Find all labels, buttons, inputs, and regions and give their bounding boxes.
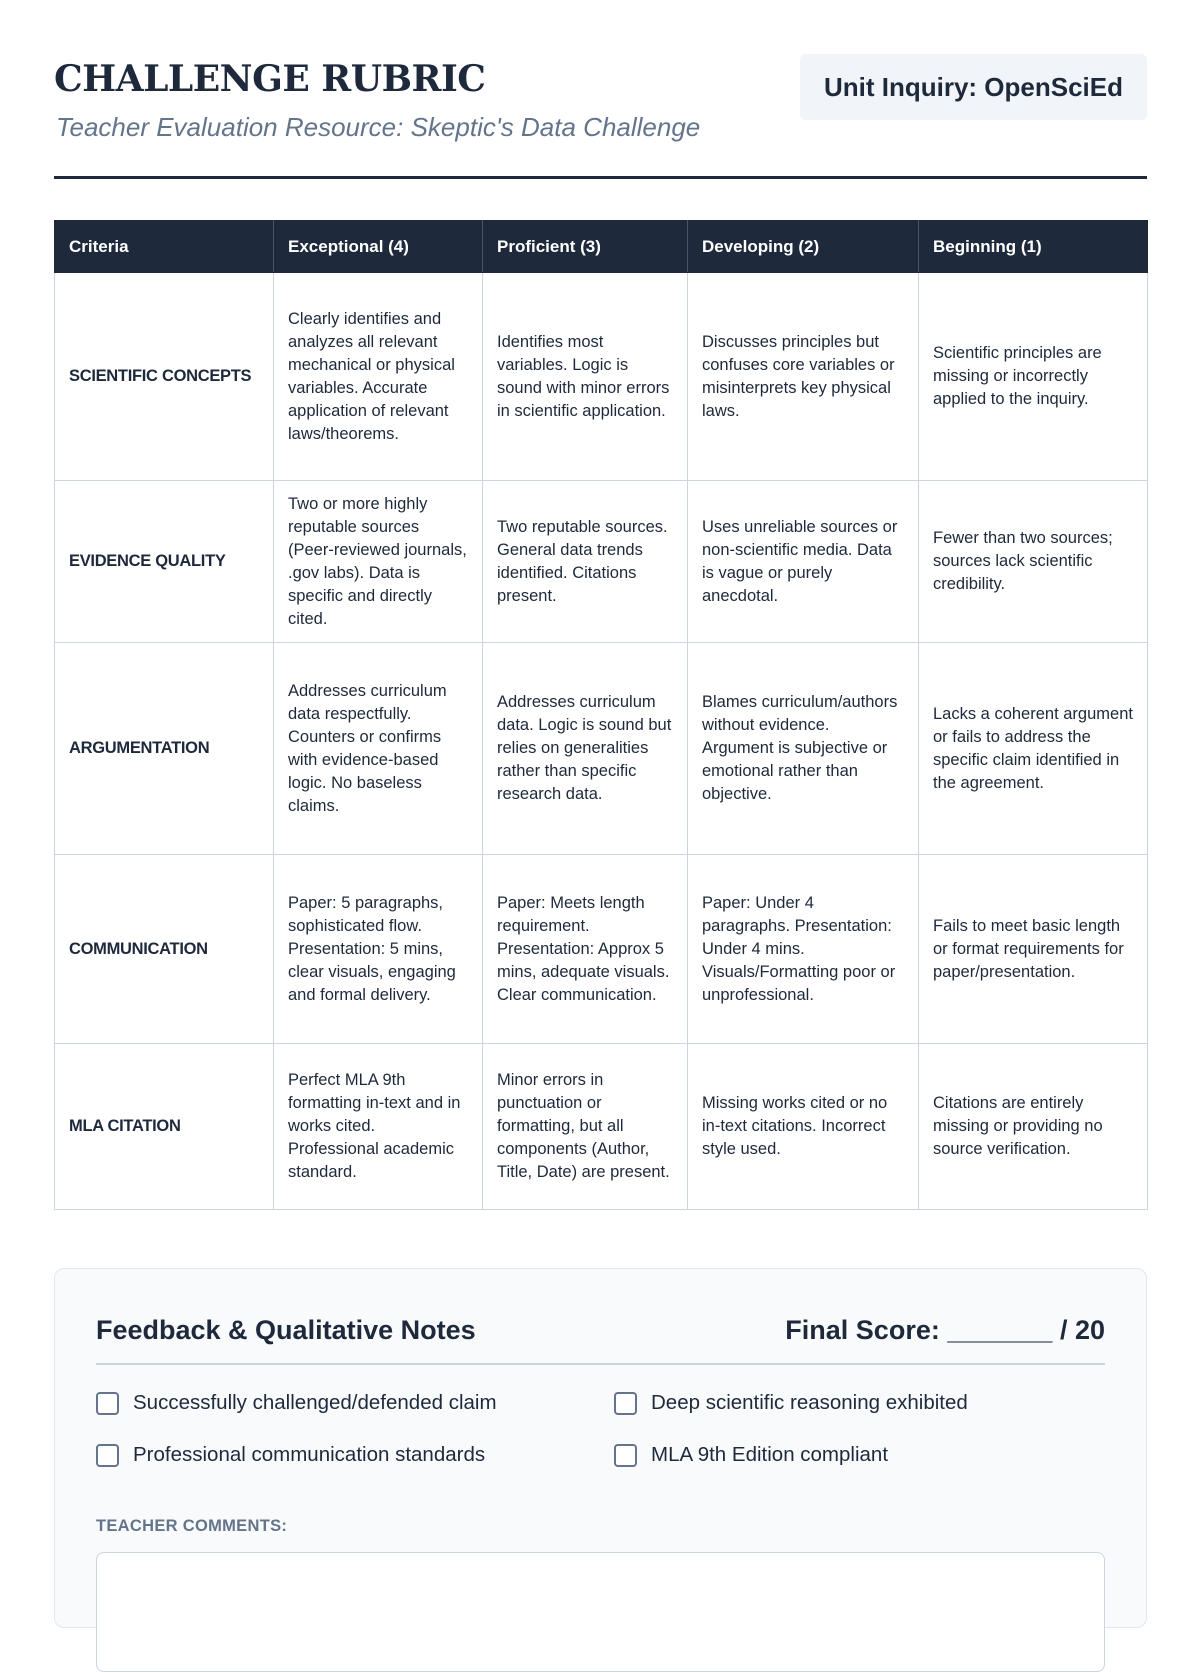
descriptor-exceptional: Addresses curriculum data respectfully. Counters or confirms with evidence-based logic. No baseless claims. — [274, 643, 483, 855]
page-subtitle: Teacher Evaluation Resource: Skeptic's Data Challenge — [56, 112, 701, 142]
unit-badge: Unit Inquiry: OpenSciEd — [800, 54, 1147, 120]
column-header-criteria: Criteria — [55, 221, 274, 273]
check-label: Professional communication standards — [133, 1443, 486, 1466]
page-title: CHALLENGE RUBRIC — [54, 58, 486, 100]
check-item-challenged-claim[interactable] — [96, 1391, 614, 1415]
feedback-title: Feedback & Qualitative Notes — [96, 1315, 476, 1345]
check-item-communication-standards[interactable] — [96, 1443, 614, 1467]
descriptor-exceptional: Paper: 5 paragraphs, sophisticated flow. Presentation: 5 mins, clear visuals, engaging and formal delivery. — [274, 855, 483, 1044]
rubric-table — [54, 220, 1148, 1210]
rubric-row-mla-citation — [55, 1044, 1148, 1210]
descriptor-beginning: Citations are entirely missing or providing no source verification. — [919, 1044, 1148, 1210]
header — [54, 54, 1147, 179]
teacher-comments-label: TEACHER COMMENTS: — [96, 1517, 288, 1535]
check-item-mla-compliant[interactable] — [614, 1443, 1094, 1467]
criterion-label: SCIENTIFIC CONCEPTS — [55, 273, 274, 481]
descriptor-exceptional: Perfect MLA 9th formatting in-text and in works cited. Professional academic standard. — [274, 1044, 483, 1210]
final-score: Final Score: _______ / 20 — [785, 1315, 1105, 1345]
check-label: Successfully challenged/defended claim — [133, 1391, 497, 1414]
descriptor-developing: Discusses principles but confuses core variables or misinterprets key physical laws. — [688, 273, 919, 481]
descriptor-developing: Blames curriculum/authors without evidence. Argument is subjective or emotional rather than objective. — [688, 643, 919, 855]
descriptor-beginning: Fewer than two sources; sources lack scientific credibility. — [919, 481, 1148, 643]
rubric-row-scientific-concepts — [55, 273, 1148, 481]
descriptor-beginning: Lacks a coherent argument or fails to address the specific claim identified in the agreement. — [919, 643, 1148, 855]
criterion-label: MLA CITATION — [55, 1044, 274, 1210]
column-header-proficient: Proficient (3) — [483, 221, 688, 273]
feedback-header — [96, 1269, 1105, 1365]
column-header-exceptional: Exceptional (4) — [274, 221, 483, 273]
descriptor-exceptional: Clearly identifies and analyzes all relevant mechanical or physical variables. Accurate application of relevant laws/theorems. — [274, 273, 483, 481]
descriptor-developing: Missing works cited or no in-text citations. Incorrect style used. — [688, 1044, 919, 1210]
rubric-row-evidence-quality — [55, 481, 1148, 643]
criterion-label: COMMUNICATION — [55, 855, 274, 1044]
rubric-row-argumentation — [55, 643, 1148, 855]
descriptor-proficient: Addresses curriculum data. Logic is sound but relies on generalities rather than specific research data. — [483, 643, 688, 855]
rubric-header-row — [55, 221, 1148, 273]
descriptor-proficient: Two reputable sources. General data trends identified. Citations present. — [483, 481, 688, 643]
checkbox[interactable] — [614, 1444, 637, 1467]
column-header-developing: Developing (2) — [688, 221, 919, 273]
checkbox[interactable] — [96, 1444, 119, 1467]
check-label: Deep scientific reasoning exhibited — [651, 1391, 968, 1414]
criterion-label: ARGUMENTATION — [55, 643, 274, 855]
descriptor-proficient: Minor errors in punctuation or formatting, but all components (Author, Title, Date) are present. — [483, 1044, 688, 1210]
check-item-scientific-reasoning[interactable] — [614, 1391, 1094, 1415]
criterion-label: EVIDENCE QUALITY — [55, 481, 274, 643]
descriptor-proficient: Identifies most variables. Logic is sound with minor errors in scientific application. — [483, 273, 688, 481]
descriptor-exceptional: Two or more highly reputable sources (Peer-reviewed journals, .gov labs). Data is specific and directly cited. — [274, 481, 483, 643]
descriptor-beginning: Fails to meet basic length or format requirements for paper/presentation. — [919, 855, 1148, 1044]
descriptor-developing: Uses unreliable sources or non-scientific media. Data is vague or purely anecdotal. — [688, 481, 919, 643]
rubric-row-communication — [55, 855, 1148, 1044]
descriptor-developing: Paper: Under 4 paragraphs. Presentation: Under 4 mins. Visuals/Formatting poor or unprofessional. — [688, 855, 919, 1044]
descriptor-proficient: Paper: Meets length requirement. Presentation: Approx 5 mins, adequate visuals. Clear communication. — [483, 855, 688, 1044]
feedback-panel — [54, 1268, 1147, 1628]
check-label: MLA 9th Edition compliant — [651, 1443, 889, 1466]
checklist — [96, 1391, 1105, 1467]
teacher-comments-field[interactable] — [96, 1552, 1105, 1672]
descriptor-beginning: Scientific principles are missing or incorrectly applied to the inquiry. — [919, 273, 1148, 481]
checkbox[interactable] — [96, 1392, 119, 1415]
column-header-beginning: Beginning (1) — [919, 221, 1148, 273]
checkbox[interactable] — [614, 1392, 637, 1415]
